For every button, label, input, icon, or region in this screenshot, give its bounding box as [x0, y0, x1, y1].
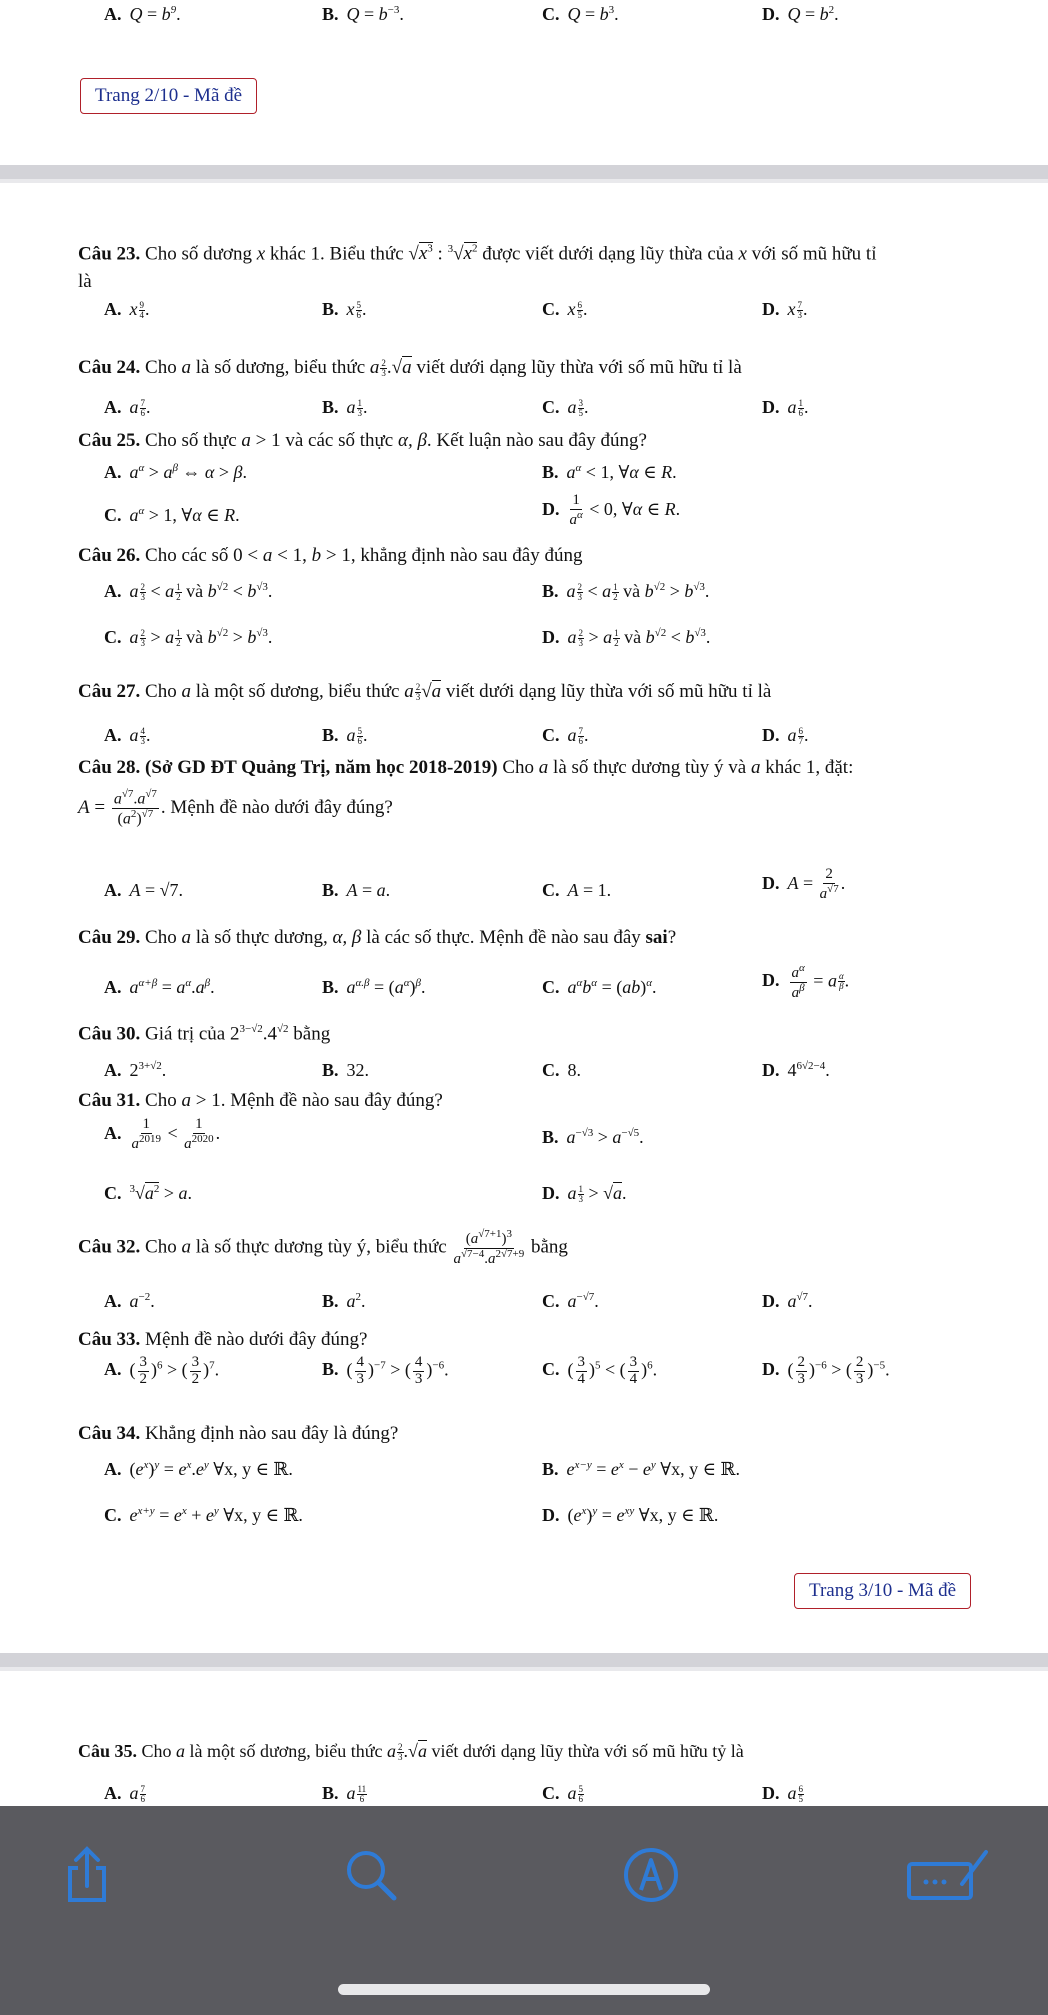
- question-29: Câu 29. Cho a là số thực dương, α, β là các số thực. Mệnh đề nào sau đây sai?: [78, 927, 677, 948]
- q31-option-c: C. $^3√a^2 > a$.: [104, 1183, 193, 1203]
- q28-option-a: A. A = √7.: [104, 880, 184, 900]
- page-separator: [0, 165, 1048, 179]
- question-24: Câu 24. Cho a là số dương, biểu thức a $\frac{2}{3}$ .√a viết dưới dạng lũy thừa với số mũ hữu tỉ là: [78, 357, 742, 378]
- q27-option-c: C. a $\frac{7}{6}$ .: [542, 725, 589, 746]
- bottom-toolbar: [0, 1806, 1048, 2015]
- search-icon[interactable]: [342, 1846, 400, 1904]
- q33-option-c: C. ( $\frac{3}{4}$ )$^5$ < ( $\frac{3}{4}$ )$^6$.: [542, 1354, 658, 1387]
- q30-option-d: D. $4^{6√2-4}$.: [762, 1060, 830, 1080]
- question-31: Câu 31. Cho a > 1. Mệnh đề nào sau đây đúng?: [78, 1090, 443, 1111]
- q29-option-a: A. $a^{\alpha+\beta} = a^\alpha.a^\beta$.: [104, 977, 215, 997]
- q31-option-a: A. $\frac{1}{a^{2019}}$ < $\frac{1}{a^{2020}}$ .: [104, 1116, 221, 1152]
- q24-option-d: D. a $\frac{1}{6}$ .: [762, 397, 809, 418]
- q24-option-b: B. a $\frac{1}{3}$ .: [322, 397, 368, 418]
- q28-option-c: C. A = 1.: [542, 880, 612, 900]
- q24-option-a: A. a $\frac{7}{6}$ .: [104, 397, 151, 418]
- q23-option-c: C. x $\frac{6}{5}$ .: [542, 299, 588, 320]
- q23-option-a: A. x $\frac{9}{4}$ .: [104, 299, 150, 320]
- more-icon[interactable]: [906, 1846, 992, 1904]
- q29-option-c: C. $a^\alpha b^\alpha = (ab)^\alpha$.: [542, 977, 657, 997]
- q32-option-d: D. $a^{√7}$.: [762, 1291, 813, 1311]
- q32-option-c: C. $a^{-√7}$.: [542, 1291, 599, 1311]
- q32-option-a: A. $a^{-2}$.: [104, 1291, 155, 1311]
- q34-option-a: A. $(e^x)^y = e^x.e^y$ ∀x, y ∈ ℝ.: [104, 1459, 293, 1479]
- question-27: Câu 27. Cho a là một số dương, biểu thức a $\frac{2}{3}$ √a viết dưới dạng lũy thừa với số mũ hữu tỉ là: [78, 681, 772, 702]
- q25-option-c: C. $a^\alpha > 1$, ∀α ∈ R.: [104, 505, 240, 525]
- question-28: Câu 28. (Sở GD ĐT Quảng Trị, năm học 2018-2019) Cho a là số thực dương tùy ý và a khác 1, đặt:: [78, 757, 854, 778]
- q26-option-a: A. a $\frac{2}{3}$ < a $\frac{1}{2}$ và $b^{√2} < b^{√3}$.: [104, 581, 273, 602]
- q33-option-d: D. ( $\frac{2}{3}$ )$^{-6}$ > ( $\frac{2}{3}$ )$^{-5}$.: [762, 1354, 890, 1387]
- q24-option-c: C. a $\frac{3}{5}$ .: [542, 397, 589, 418]
- q29-option-b: B. $a^{\alpha.\beta} = (a^\alpha)^\beta$.: [322, 977, 426, 997]
- q27-option-d: D. a $\frac{6}{7}$ .: [762, 725, 809, 746]
- q23-option-d: D. x $\frac{7}{3}$ .: [762, 299, 808, 320]
- page-label-3: Trang 3/10 - Mã đề: [794, 1573, 971, 1609]
- q33-option-b: B. ( $\frac{4}{3}$ )$^{-7}$ > ( $\frac{4}{3}$ )$^{-6}$.: [322, 1354, 449, 1387]
- question-23: Câu 23. Cho số dương x khác 1. Biểu thức $√x^3$ : $^3√x^2$ được viết dưới dạng lũy thừa của x với số mũ hữu tỉ: [78, 243, 877, 265]
- option-a: A. $Q = b^9$.: [104, 4, 181, 24]
- question-33: Câu 33. Mệnh đề nào dưới đây đúng?: [78, 1329, 368, 1350]
- q25-option-a: A. $a^\alpha > a^\beta$ ⇔ α > β.: [104, 462, 247, 482]
- q35-option-b: B. a $\frac{11}{6}$: [322, 1783, 367, 1804]
- q26-option-c: C. a $\frac{2}{3}$ > a $\frac{1}{2}$ và $b^{√2} > b^{√3}$.: [104, 627, 273, 648]
- q23-option-b: B. x $\frac{5}{6}$ .: [322, 299, 367, 320]
- q32-option-b: B. $a^2$.: [322, 1291, 366, 1311]
- q34-option-b: B. $e^{x-y} = e^x - e^y$ ∀x, y ∈ ℝ.: [542, 1459, 740, 1479]
- option-b: B. $Q = b^{-3}$.: [322, 4, 404, 24]
- page-separator-2: [0, 1653, 1048, 1667]
- q33-option-a: A. ( $\frac{3}{2}$ )$^6$ > ( $\frac{3}{2}$ )$^7$.: [104, 1354, 220, 1387]
- q30-option-b: B. 32.: [322, 1060, 370, 1080]
- q30-option-a: A. $2^{3+√2}$.: [104, 1060, 167, 1080]
- page-3: [0, 183, 1048, 1653]
- q26-option-d: D. a $\frac{2}{3}$ > a $\frac{1}{2}$ và $b^{√2} < b^{√3}$.: [542, 627, 711, 648]
- question-25: Câu 25. Cho số thực a > 1 và các số thực α, β. Kết luận nào sau đây đúng?: [78, 430, 647, 451]
- question-35: Câu 35. Cho a là một số dương, biểu thức a $\frac{2}{3}$ .√a viết dưới dạng lũy thừa với số mũ hữu tỷ là: [78, 1741, 744, 1762]
- page-label-2: Trang 2/10 - Mã đề: [80, 78, 257, 114]
- question-30: Câu 30. Giá trị của $2^{3-√2}.4^{√2}$ bằng: [78, 1023, 331, 1045]
- question-34: Câu 34. Khẳng định nào sau đây là đúng?: [78, 1423, 399, 1444]
- option-d: D. $Q = b^2$.: [762, 4, 839, 24]
- question-28-formula: A = $\frac{a^{√7}.a^{√7}}{(a^2)^{√7}}$ . Mệnh đề nào dưới đây đúng?: [78, 788, 393, 828]
- q26-option-b: B. a $\frac{2}{3}$ < a $\frac{1}{2}$ và $b^{√2} > b^{√3}$.: [542, 581, 710, 602]
- home-indicator[interactable]: [338, 1984, 710, 1995]
- q29-option-d: D. $\frac{a^\alpha}{a^\beta}$ = a $\frac{\alpha}{\beta}$ .: [762, 962, 850, 1001]
- q31-option-d: D. a $\frac{1}{3}$ > √a.: [542, 1183, 627, 1204]
- q35-option-a: A. a $\frac{7}{6}$: [104, 1783, 145, 1804]
- q25-option-d: D. $\frac{1}{a^\alpha}$ < 0, ∀α ∈ R.: [542, 492, 681, 528]
- question-23-cont: là: [78, 271, 92, 292]
- q35-options-cut: [0, 1779, 1048, 1806]
- q27-option-a: A. a $\frac{4}{3}$ .: [104, 725, 151, 746]
- q31-option-b: B. $a^{-√3} > a^{-√5}$.: [542, 1127, 644, 1147]
- question-32: Câu 32. Cho a là số thực dương tùy ý, biểu thức $\frac{(a^{√7+1})^3}{a^{√7-4}.a^{2√7+9}}$ bằng: [78, 1228, 568, 1267]
- q28-option-b: B. A = a.: [322, 880, 391, 900]
- q25-option-b: B. $a^\alpha < 1$, ∀α ∈ R.: [542, 462, 677, 482]
- q27-option-b: B. a $\frac{5}{6}$ .: [322, 725, 368, 746]
- q30-option-c: C. 8.: [542, 1060, 581, 1080]
- markup-icon[interactable]: [622, 1846, 680, 1904]
- q28-option-d: D. A = $\frac{2}{a^{√7}}$ .: [762, 866, 846, 902]
- q35-option-c: C. a $\frac{5}{6}$: [542, 1783, 583, 1804]
- page-4: [0, 1671, 1048, 1806]
- page-2-bottom: [0, 0, 1048, 165]
- share-icon[interactable]: [58, 1846, 116, 1904]
- question-26: Câu 26. Cho các số 0 < a < 1, b > 1, khẳng định nào sau đây đúng: [78, 545, 583, 566]
- option-c: C. $Q = b^3$.: [542, 4, 619, 24]
- q34-option-d: D. $(e^x)^y = e^{xy}$ ∀x, y ∈ ℝ.: [542, 1505, 719, 1525]
- q34-option-c: C. $e^{x+y} = e^x + e^y$ ∀x, y ∈ ℝ.: [104, 1505, 303, 1525]
- q35-option-d: D. a $\frac{6}{5}$: [762, 1783, 803, 1804]
